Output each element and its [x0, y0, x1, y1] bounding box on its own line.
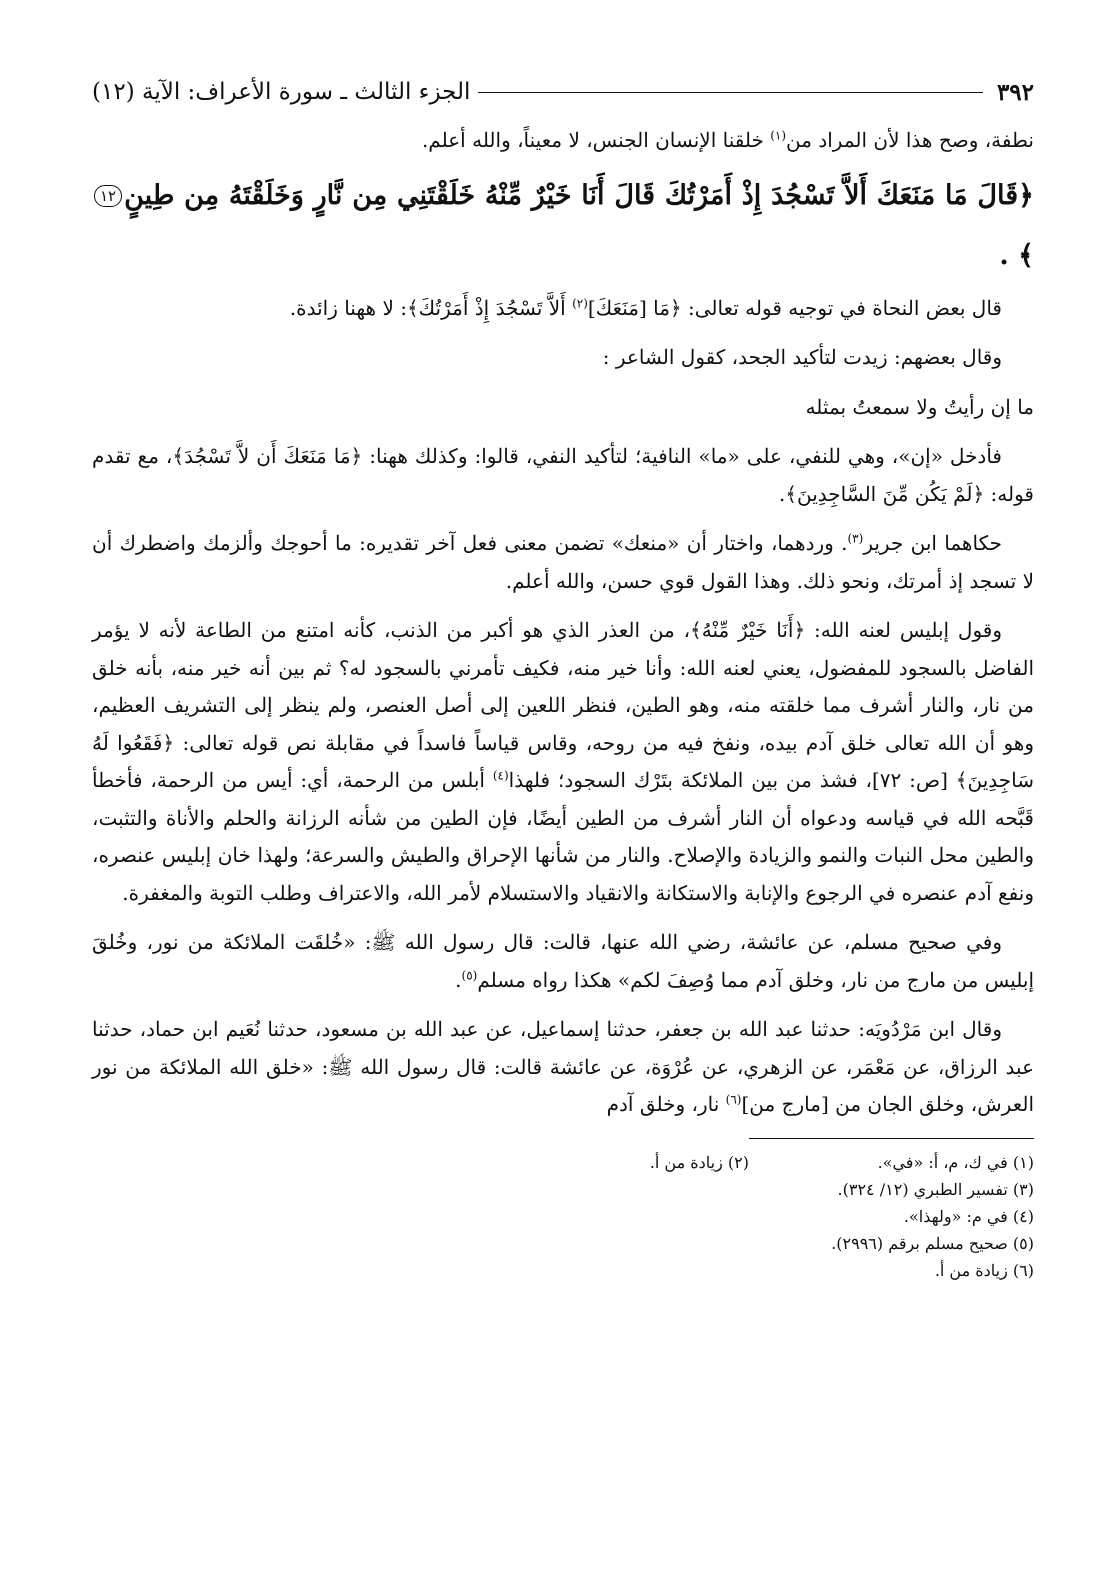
- footnote-ref-3: (٣): [847, 531, 864, 546]
- footnote-6: (٦) زيادة من أ.: [934, 1260, 1034, 1280]
- paragraph-2-text-b: أَلاَّ تَسْجُدَ إِذْ أَمَرْتُكَ﴾: لا ههنا زائدة.: [289, 295, 573, 320]
- paragraph-1: [92, 122, 1034, 160]
- footnote-2: (٢) زيادة من أ.: [649, 1152, 749, 1172]
- paragraph-6-text-a: حكاهما ابن جرير: [863, 531, 1002, 555]
- paragraph-8: [92, 924, 1034, 999]
- paragraph-7-text-a: وقول إبليس لعنه الله: ﴿أَنَا خَيْرٌ مِّنْهُ﴾، من العذر الذي هو أكبر من الذنب، كأنه امتنع من الطاعة لأنه لا يؤمر الفاضل بالسجود للمفضول، يعني لعنه الله: وأنا خير منه، فكيف تأمرني بالسجود له؟ ثم بين أنه خير منه، بأنه خلق من نار، والنار أشرف مما خلقته منه، وهو الطين، فنظر اللعين إلى أصل العنصر، ولم ينظر إلى التشريف العظيم، وهو أن الله تعالى خلق آدم بيده، ونفخ فيه من روحه، وقاس قياساً فاسداً في مقابلة نص قوله تعالى: ﴿فَقَعُوا لَهُ سَاجِدِينَ﴾ [ص: ٧٢]، فشذ من بين الملائكة بتَرْك السجود؛ فلهذا: [92, 618, 1034, 792]
- page-number: ٣٩٢: [996, 78, 1034, 106]
- paragraph-6: [92, 525, 1034, 600]
- footnote-separator: [749, 1138, 1034, 1139]
- quran-verse: [92, 166, 1034, 286]
- footnote-row-1: [92, 1149, 1034, 1176]
- footnote-ref-5: (٥): [461, 967, 478, 982]
- header-rule: [478, 92, 983, 93]
- paragraph-9-text-a: وقال ابن مَرْدُويَه: حدثنا عبد الله بن جعفر، حدثنا إسماعيل، عن عبد الله بن مسعود، حدثنا نُعَيم ابن حماد، حدثنا عبد الرزاق، عن مَعْمَر، عن الزهري، عن عُرْوَة، عن عائشة قالت: قال رسول الله ﷺ: «خلق الله الملائكة من نور العرش، وخلق الجان من [مارج من]: [92, 1017, 1035, 1116]
- footnote-ref-4: (٤): [492, 768, 509, 783]
- paragraph-9: [92, 1011, 1034, 1124]
- verse-text: ﴿قَالَ مَا مَنَعَكَ أَلاَّ تَسْجُدَ إِذْ أَمَرْتُكَ قَالَ أَنَا خَيْرٌ مِّنْهُ خَلَقْتَنِي مِن نَّارٍ وَخَلَقْتَهُ مِن طِينٍ: [124, 179, 1034, 211]
- paragraph-3: وقال بعضهم: زيدت لتأكيد الجحد، كقول الشاعر :: [602, 345, 1002, 369]
- page-header: [92, 70, 1034, 114]
- paragraph-1-text-b: خلقنا الإنسان الجنس، لا معيناً، والله أعلم.: [421, 128, 771, 152]
- book-page: [92, 70, 1034, 1284]
- footnote-1: (١) في ك، م، أ: «في».: [877, 1152, 1034, 1172]
- paragraph-7: [92, 612, 1034, 912]
- footnote-3: (٣) تفسير الطبري (١٢/ ٣٢٤).: [837, 1179, 1034, 1199]
- verse-end: ﴾ .: [999, 239, 1034, 271]
- footnote-ref-6: (٦): [725, 1092, 742, 1107]
- paragraph-8-text-b: .: [455, 967, 462, 992]
- footnote-4: (٤) في م: «ولهذا».: [903, 1206, 1034, 1226]
- paragraph-2-text-a: قال بعض النحاة في توجيه قوله تعالى: ﴿مَا [مَنَعَكَ]: [587, 295, 1002, 320]
- footnote-ref-1: (١): [770, 128, 787, 143]
- footnote-ref-2: (٢): [572, 295, 588, 310]
- running-title: الجزء الثالث ـ سورة الأعراف: الآية (١٢): [92, 79, 471, 105]
- footnote-5: (٥) صحيح مسلم برقم (٢٩٩٦).: [831, 1233, 1034, 1253]
- paragraph-2: [92, 290, 1034, 328]
- paragraph-1-text-a: نطفة، وصح هذا لأن المراد من: [786, 128, 1034, 152]
- paragraph-8-text-a: وفي صحيح مسلم، عن عائشة، رضي الله عنها، قالت: قال رسول الله ﷺ: «خُلقَت الملائكة من نور، وخُلقَ إبليس من مارج من نار، وخلق آدم مما وُصِفَ لكم» هكذا رواه مسلم: [92, 930, 1034, 992]
- ayah-number: ١٢: [94, 185, 122, 207]
- paragraph-9-text-b: نار، وخلق آدم: [606, 1092, 726, 1116]
- paragraph-5: فأدخل «إن»، وهي للنفي، على «ما» النافية؛ لتأكيد النفي، قالوا: وكذلك ههنا: ﴿مَا مَنَعَكَ أَن لاَّ تَسْجُدَ﴾، مع تقدم قوله: ﴿لَمْ يَكُن مِّنَ السَّاجِدِينَ﴾.: [92, 444, 1034, 506]
- paragraph-6-text-b: . وردهما، واختار أن «منعك» تضمن معنى فعل آخر تقديره: ما أحوجك وألزمك واضطرك أن لا تسجد إذ أمرتك، ونحو ذلك. وهذا القول قوي حسن، والله أعلم.: [92, 531, 1034, 593]
- poetry-line: ما إن رأيتُ ولا سمعتُ بمثله: [805, 394, 1034, 419]
- paragraph-7-text-b: أبلس من الرحمة، أي: أيس من الرحمة، فأخطأ قَبَّحه الله في قياسه ودعواه أن النار أشرف من الطين أيضًا، فإن الطين من شأنه الرزانة والحلم والأناة والتثبت، والطين محل النبات والنمو والزيادة والإصلاح. والنار من شأنها الإحراق والطيش والسرعة؛ ولهذا خان إبليس عنصره، ونفع آدم عنصره في الرجوع والإنابة والاستكانة والانقياد والاستسلام لأمر الله، والاعتراف وطلب التوبة والمغفرة.: [92, 768, 1034, 905]
